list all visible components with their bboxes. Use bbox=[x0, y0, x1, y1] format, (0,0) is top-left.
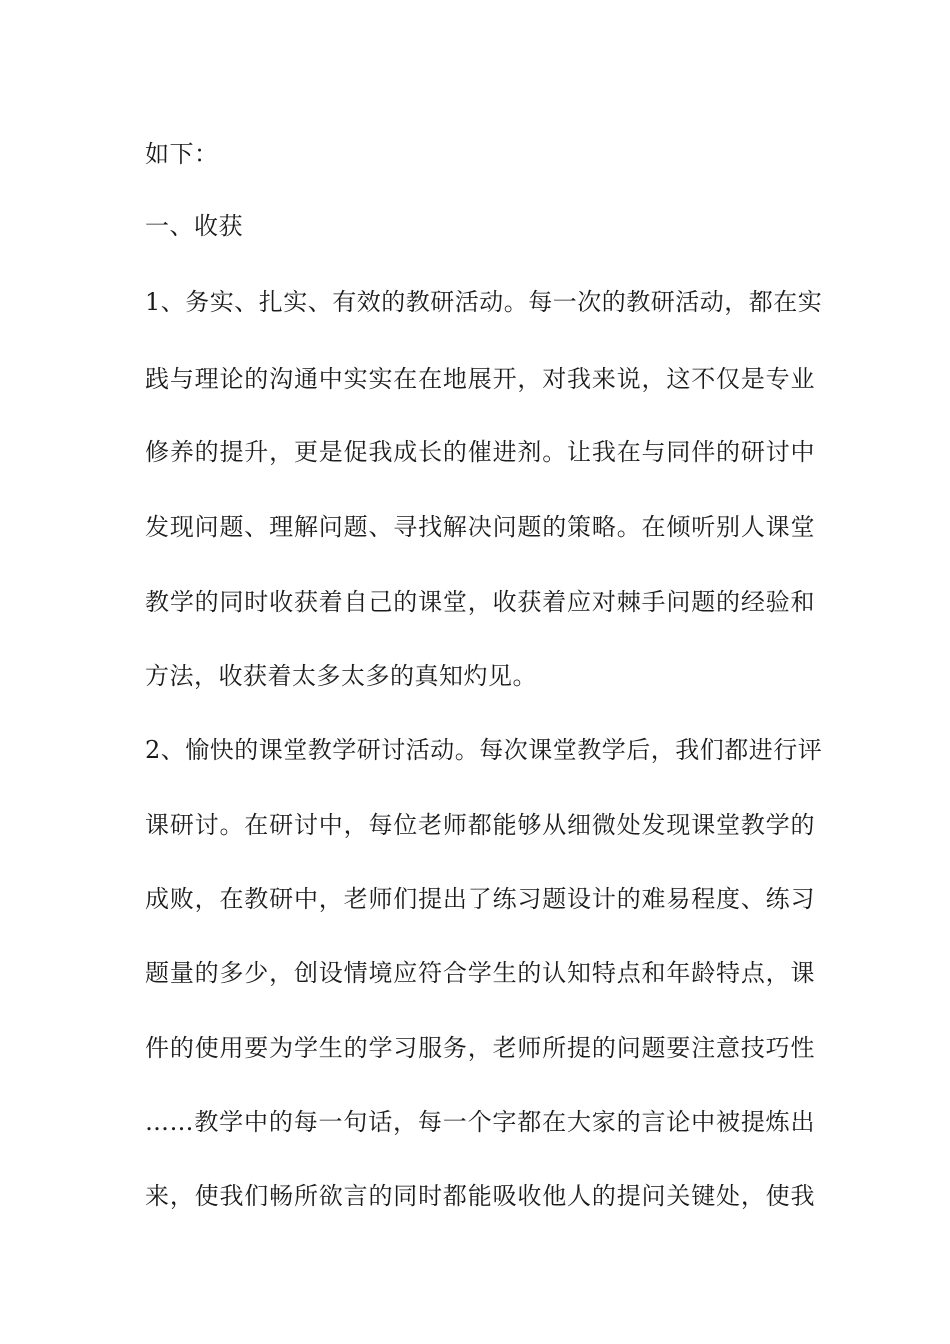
text-line-10: 课研讨。在研讨中，每位老师都能够从细微处发现课堂教学的 bbox=[145, 811, 815, 839]
text-line-8: 方法，收获着太多太多的真知灼见。 bbox=[145, 662, 537, 690]
text-line-4: 践与理论的沟通中实实在在地展开，对我来说，这不仅是专业 bbox=[145, 365, 815, 393]
section-heading: 一、收获 bbox=[145, 212, 243, 240]
text-line-13: 件的使用要为学生的学习服务，老师所提的问题要注意技巧性 bbox=[145, 1034, 815, 1062]
text-line-7: 教学的同时收获着自己的课堂，收获着应对棘手问题的经验和 bbox=[145, 588, 815, 616]
text-line-1: 如下： bbox=[145, 140, 219, 168]
text-line-12: 题量的多少，创设情境应符合学生的认知特点和年龄特点，课 bbox=[145, 959, 815, 987]
text-line-3: 1、务实、扎实、有效的教研活动。每一次的教研活动，都在实 bbox=[145, 288, 823, 316]
text-line-5: 修养的提升，更是促我成长的催进剂。让我在与同伴的研讨中 bbox=[145, 438, 815, 466]
text-line-9: 2、愉快的课堂教学研讨活动。每次课堂教学后，我们都进行评 bbox=[145, 736, 823, 764]
text-line-15: 来，使我们畅所欲言的同时都能吸收他人的提问关键处，使我 bbox=[145, 1182, 815, 1210]
text-line-11: 成败，在教研中，老师们提出了练习题设计的难易程度、练习 bbox=[145, 885, 815, 913]
text-line-6: 发现问题、理解问题、寻找解决问题的策略。在倾听别人课堂 bbox=[145, 513, 815, 541]
text-line-14: ……教学中的每一句话，每一个字都在大家的言论中被提炼出 bbox=[145, 1108, 815, 1136]
